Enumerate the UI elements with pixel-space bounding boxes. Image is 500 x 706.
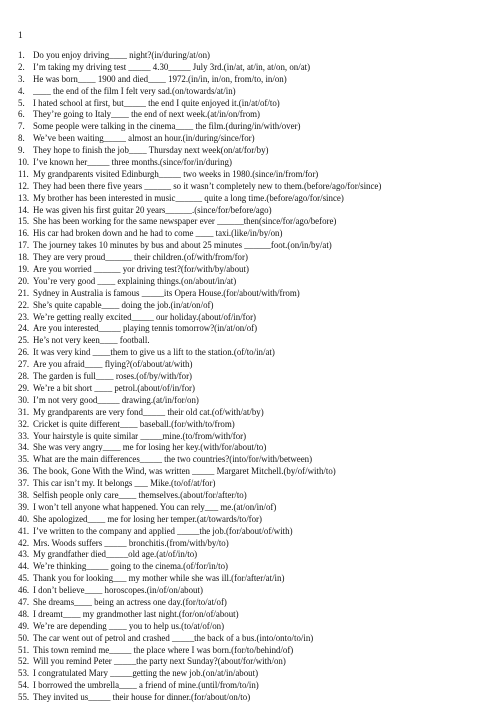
exercise-text: My brother has been interested in music______ quite a long time.(before/ago/for/since) xyxy=(33,192,344,203)
exercise-text: I don’t believe____ horoscopes.(in/of/on/about) xyxy=(33,585,203,596)
exercise-text: She was very angry____ me for losing her key.(with/for/about/to) xyxy=(33,442,267,453)
exercise-text: The car went out of petrol and crashed _____the back of a bus.(into/onto/to/in) xyxy=(33,632,314,643)
exercise-text: This car isn’t my. It belongs ___ Mike.(to/of/at/for) xyxy=(33,478,216,489)
exercise-number: 38. xyxy=(18,489,30,500)
exercise-text: Do you enjoy driving____ night?(in/during/at/on) xyxy=(33,50,210,60)
exercise-number: 19. xyxy=(18,264,30,275)
exercise-item xyxy=(18,633,492,645)
page-number: 1 xyxy=(18,31,23,41)
exercise-number: 30. xyxy=(18,394,30,405)
exercise-number: 37. xyxy=(18,478,30,489)
exercise-text: My grandparents visited Edinburgh_____ two weeks in 1980.(since/in/from/for) xyxy=(33,168,319,179)
exercise-text: You’re very good ____ explaining things.(on/about/in/at) xyxy=(33,275,237,286)
exercise-item xyxy=(18,216,492,228)
exercise-item xyxy=(18,692,492,704)
exercise-item xyxy=(18,668,492,680)
exercise-number: 24. xyxy=(18,323,30,334)
exercise-text: Will you remind Peter _____the party next Sunday?(about/for/with/on) xyxy=(33,656,286,667)
exercise-item xyxy=(18,573,492,585)
exercise-item xyxy=(18,62,492,74)
exercise-text: Are you afraid____ flying?(of/about/at/with) xyxy=(33,359,193,370)
exercise-item xyxy=(18,395,492,407)
exercise-number: 35. xyxy=(18,454,30,465)
exercise-item xyxy=(18,347,492,359)
exercise-item xyxy=(18,98,492,110)
exercise-item xyxy=(18,502,492,514)
exercise-text: We’re are depending ____ you to help us.(to/at/of/on) xyxy=(33,620,225,631)
exercise-text: He’s not very keen____ football. xyxy=(33,335,150,346)
exercise-item xyxy=(18,264,492,276)
exercise-text: My grandparents are very fond_____ their old cat.(of/with/at/by) xyxy=(33,406,264,417)
exercise-number: 5. xyxy=(18,97,25,108)
exercise-text: What are the main differences_____ the two countries?(into/for/with/between) xyxy=(33,454,313,465)
exercise-text: We’ve been waiting_____ almost an hour.(in/during/since/for) xyxy=(33,133,255,144)
exercise-text: I hated school at first, but_____ the end I quite enjoyed it.(in/at/of/to) xyxy=(33,97,280,108)
exercise-number: 52. xyxy=(18,656,30,667)
exercise-item xyxy=(18,323,492,335)
exercise-item xyxy=(18,109,492,121)
exercise-number: 13. xyxy=(18,192,30,203)
exercise-item xyxy=(18,288,492,300)
exercise-number: 44. xyxy=(18,561,30,572)
exercise-item xyxy=(18,585,492,597)
exercise-text: She’s quite capable____ doing the job.(in/at/on/of) xyxy=(33,299,214,310)
exercise-text: We’re thinking_____ going to the cinema.(of/for/in/to) xyxy=(33,561,228,572)
exercise-item xyxy=(18,205,492,217)
exercise-item xyxy=(18,645,492,657)
exercise-item xyxy=(18,597,492,609)
exercise-number: 4. xyxy=(18,85,25,96)
exercise-item xyxy=(18,133,492,145)
exercise-text: I borrowed the umbrella____ a friend of mine.(until/from/to/in) xyxy=(33,680,259,691)
exercise-text: They are very proud______ their children.(of/with/from/for) xyxy=(33,252,248,263)
exercise-text: She dreams____ being an actress one day.(for/to/at/of) xyxy=(33,596,227,607)
exercise-item xyxy=(18,431,492,443)
exercise-text: I congratulated Mary _____getting the new job.(on/at/in/about) xyxy=(33,668,259,679)
exercise-text: I’m taking my driving test _____ 4.30_____ July 3rd.(in/at, at/in, at/on, on/at) xyxy=(33,61,311,72)
exercise-item xyxy=(18,181,492,193)
exercise-text: Mrs. Woods suffers _____ bronchitis.(from/with/by/to) xyxy=(33,537,229,548)
exercise-text: She apologized____ me for losing her temper.(at/towards/to/for) xyxy=(33,513,262,524)
exercise-number: 16. xyxy=(18,228,30,239)
exercise-item xyxy=(18,86,492,98)
exercise-text: They had been there five years ______ so it wasn’t completely new to them.(before/ago/for/since) xyxy=(33,180,382,191)
exercise-number: 6. xyxy=(18,109,25,120)
exercise-number: 14. xyxy=(18,204,30,215)
exercise-number: 32. xyxy=(18,418,30,429)
exercise-number: 54. xyxy=(18,680,30,691)
exercise-number: 18. xyxy=(18,252,30,263)
exercise-number: 47. xyxy=(18,596,30,607)
exercise-number: 42. xyxy=(18,537,30,548)
exercise-number: 51. xyxy=(18,644,30,655)
exercise-text: I dreamt____ my grandmother last night.(for/on/of/about) xyxy=(33,608,239,619)
exercise-list xyxy=(18,50,492,704)
exercise-text: Cricket is quite different____ baseball.(for/with/to/from) xyxy=(33,418,235,429)
exercise-number: 33. xyxy=(18,430,30,441)
exercise-item xyxy=(18,169,492,181)
exercise-number: 43. xyxy=(18,549,30,560)
exercise-item xyxy=(18,549,492,561)
exercise-item xyxy=(18,145,492,157)
exercise-item xyxy=(18,371,492,383)
exercise-item xyxy=(18,442,492,454)
exercise-text: I’ve written to the company and applied _____the job.(for/about/of/with) xyxy=(33,525,293,536)
exercise-item xyxy=(18,240,492,252)
exercise-number: 8. xyxy=(18,133,25,144)
exercise-item xyxy=(18,526,492,538)
exercise-number: 45. xyxy=(18,573,30,584)
exercise-text: The journey takes 10 minutes by bus and about 25 minutes ______foot.(on/in/by/at) xyxy=(33,240,332,251)
exercise-item xyxy=(18,383,492,395)
exercise-text: He was born____ 1900 and died____ 1972.(in/in, in/on, from/to, in/on) xyxy=(33,73,287,84)
exercise-item xyxy=(18,193,492,205)
exercise-number: 49. xyxy=(18,620,30,631)
exercise-number: 17. xyxy=(18,240,30,251)
exercise-number: 41. xyxy=(18,525,30,536)
exercise-item xyxy=(18,466,492,478)
exercise-item xyxy=(18,300,492,312)
exercise-text: I won’t tell anyone what happened. You can rely___ me.(at/on/in/of) xyxy=(33,501,277,512)
exercise-text: His car had broken down and he had to come ____ taxi.(like/in/by/on) xyxy=(33,228,283,239)
exercise-item xyxy=(18,656,492,668)
exercise-text: Sydney in Australia is famous _____its Opera House.(for/about/with/from) xyxy=(33,287,300,298)
exercise-number: 22. xyxy=(18,299,30,310)
exercise-item xyxy=(18,50,492,62)
exercise-number: 28. xyxy=(18,371,30,382)
exercise-item xyxy=(18,490,492,502)
exercise-number: 9. xyxy=(18,145,25,156)
exercise-text: He was given his first guitar 20 years______.(since/for/before/ago) xyxy=(33,204,272,215)
exercise-text: The garden is full____ roses.(of/by/with/for) xyxy=(33,371,192,382)
exercise-number: 20. xyxy=(18,275,30,286)
exercise-number: 27. xyxy=(18,359,30,370)
exercise-item xyxy=(18,561,492,573)
exercise-item xyxy=(18,514,492,526)
exercise-text: I’m not very good_____ drawing.(at/in/for/on) xyxy=(33,394,199,405)
exercise-number: 55. xyxy=(18,692,30,703)
exercise-number: 1. xyxy=(18,50,25,60)
exercise-text: They hope to finish the job____ Thursday next week(on/at/for/by) xyxy=(33,145,269,156)
exercise-number: 46. xyxy=(18,585,30,596)
exercise-item xyxy=(18,276,492,288)
exercise-item xyxy=(18,157,492,169)
exercise-item xyxy=(18,359,492,371)
exercise-number: 53. xyxy=(18,668,30,679)
exercise-number: 29. xyxy=(18,382,30,393)
exercise-text: Are you worried ______ yor driving test?(for/with/by/about) xyxy=(33,264,249,275)
exercise-text: This town remind me_____ the place where I was born.(for/to/behind/of) xyxy=(33,644,294,655)
exercise-item xyxy=(18,538,492,550)
exercise-text: Selfish people only care____ themselves.(about/for/after/to) xyxy=(33,489,247,500)
exercise-item xyxy=(18,407,492,419)
exercise-number: 15. xyxy=(18,216,30,227)
exercise-item xyxy=(18,252,492,264)
exercise-text: The book, Gone With the Wind, was written _____ Margaret Mitchell.(by/of/with/to) xyxy=(33,466,336,477)
exercise-text: They’re going to Italy____ the end of next week.(at/in/on/from) xyxy=(33,109,260,120)
exercise-number: 23. xyxy=(18,311,30,322)
exercise-number: 26. xyxy=(18,347,30,358)
exercise-text: They invited us_____ their house for dinner.(for/about/on/to) xyxy=(33,692,251,703)
exercise-text: My grandfather died_____old age.(at/of/in/to) xyxy=(33,549,198,560)
exercise-text: Thank you for looking___ my mother while she was ill.(for/after/at/in) xyxy=(33,573,285,584)
exercise-item xyxy=(18,335,492,347)
exercise-number: 11. xyxy=(18,168,29,179)
exercise-number: 21. xyxy=(18,287,30,298)
exercise-item xyxy=(18,312,492,324)
exercise-number: 12. xyxy=(18,180,30,191)
exercise-item xyxy=(18,621,492,633)
exercise-number: 10. xyxy=(18,157,30,168)
exercise-item xyxy=(18,478,492,490)
exercise-number: 2. xyxy=(18,61,25,72)
exercise-text: Are you interested_____ playing tennis tomorrow?(in/at/on/of) xyxy=(33,323,258,334)
exercise-item xyxy=(18,228,492,240)
exercise-text: ____ the end of the film I felt very sad.(on/towards/at/in) xyxy=(33,85,236,96)
exercise-number: 31. xyxy=(18,406,30,417)
exercise-item xyxy=(18,454,492,466)
exercise-item xyxy=(18,419,492,431)
exercise-item xyxy=(18,74,492,86)
exercise-item xyxy=(18,680,492,692)
exercise-number: 40. xyxy=(18,513,30,524)
exercise-number: 25. xyxy=(18,335,30,346)
exercise-text: Your hairstyle is quite similar _____mine.(to/from/with/for) xyxy=(33,430,247,441)
exercise-number: 3. xyxy=(18,73,25,84)
exercise-number: 7. xyxy=(18,121,25,132)
exercise-number: 50. xyxy=(18,632,30,643)
exercise-text: I’ve known her_____ three months.(since/for/in/during) xyxy=(33,157,232,168)
exercise-text: It was very kind ____them to give us a lift to the station.(of/to/in/at) xyxy=(33,347,275,358)
exercise-text: We’re a bit short ____ petrol.(about/of/in/for) xyxy=(33,382,195,393)
exercise-text: We’re getting really excited_____ our holiday.(about/of/in/for) xyxy=(33,311,256,322)
exercise-number: 39. xyxy=(18,501,30,512)
exercise-text: She has been working for the same newspaper ever ______then(since/for/ago/before) xyxy=(33,216,337,227)
exercise-text: Some people were talking in the cinema____ the film.(during/in/with/over) xyxy=(33,121,301,132)
exercise-number: 36. xyxy=(18,466,30,477)
exercise-item xyxy=(18,121,492,133)
exercise-number: 34. xyxy=(18,442,30,453)
exercise-number: 48. xyxy=(18,608,30,619)
exercise-item xyxy=(18,609,492,621)
